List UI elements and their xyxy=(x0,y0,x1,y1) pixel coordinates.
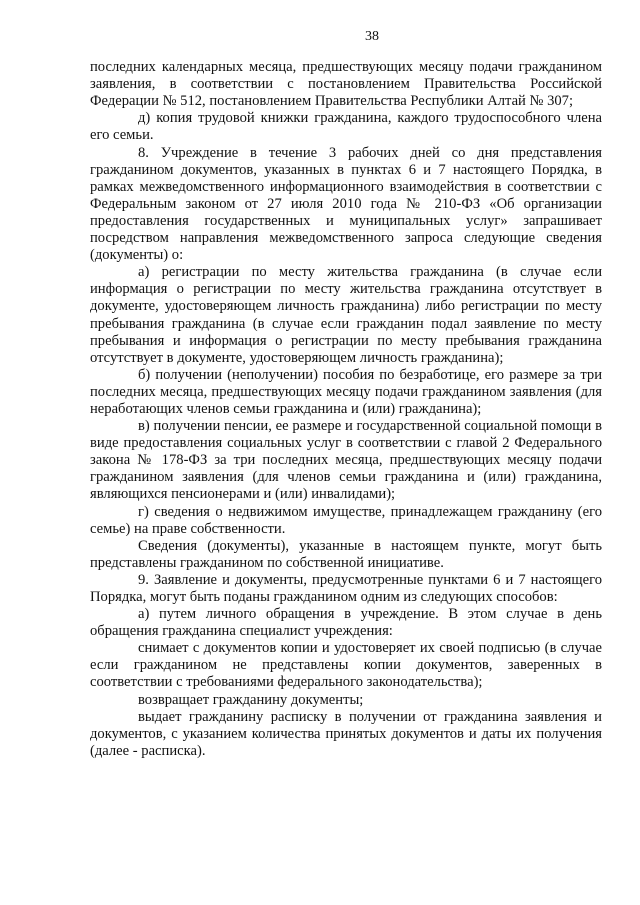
page-number: 38 xyxy=(365,29,379,44)
paragraph: 9. Заявление и документы, предусмотренные пунктами 6 и 7 настоящего Порядка, могут быть поданы гражданином одним из следующих способов: xyxy=(90,571,602,605)
paragraph: возвращает гражданину документы; xyxy=(138,691,364,708)
paragraph: Сведения (документы), указанные в настоящем пункте, могут быть представлены гражданином по собственной инициативе. xyxy=(90,537,602,571)
paragraph: б) получении (неполучении) пособия по безработице, его размере за три последних месяца, предшествующих месяцу подачи гражданином заявления (для неработающих членов семьи гражданина и (или) гражданина); xyxy=(90,366,602,417)
paragraph: 8. Учреждение в течение 3 рабочих дней со дня представления гражданином документов, указанных в пунктах 6 и 7 настоящего Порядка, в рамках межведомственного информационного взаимодействия в соответствии с Федеральным законом от 27 июля 2010 года № 210-ФЗ «Об организации предоставления государственных и муниципальных услуг» запрашивает посредством направления межведомственного запроса следующие сведения (документы) о: xyxy=(90,144,602,264)
paragraph: последних календарных месяца, предшествующих месяцу подачи гражданином заявления, в соответствии с постановлением Правительства Российской Федерации № 512, постановлением Правительства Республики Алтай № 307; xyxy=(90,59,602,110)
paragraph: г) сведения о недвижимом имуществе, принадлежащем гражданину (его семье) на праве собственности. xyxy=(90,503,602,537)
paragraph: д) копия трудовой книжки гражданина, каждого трудоспособного члена его семьи. xyxy=(90,110,602,144)
paragraph: снимает с документов копии и удостоверяет их своей подписью (в случае если гражданином не представлены копии документов, заверенных в соответствии с требованиями федерального законодательства); xyxy=(90,640,602,691)
paragraph: в) получении пенсии, ее размере и государственной социальной помощи в виде предоставления социальных услуг в соответствии с главой 2 Федерального закона № 178-ФЗ за три последних месяца, предшествующих месяцу подачи гражданином заявления (для членов семьи гражданина и (или) гражданина, являющихся пенсионерами и (или) инвалидами); xyxy=(90,418,602,503)
paragraph: а) путем личного обращения в учреждение. В этом случае в день обращения гражданина специалист учреждения: xyxy=(90,606,602,640)
paragraph: выдает гражданину расписку в получении от гражданина заявления и документов, с указанием количества принятых документов и даты их получения (далее - расписка). xyxy=(90,708,602,759)
document-body xyxy=(90,59,602,760)
paragraph: а) регистрации по месту жительства гражданина (в случае если информация о регистрации по месту жительства гражданина отсутствует в документе, удостоверяющем личность гражданина) либо регистрации по месту пребывания гражданина (в случае если гражданин подал заявление по месту пребывания и информация о регистрации по месту пребывания гражданина отсутствует в документе, удостоверяющем личность гражданина); xyxy=(90,264,602,366)
